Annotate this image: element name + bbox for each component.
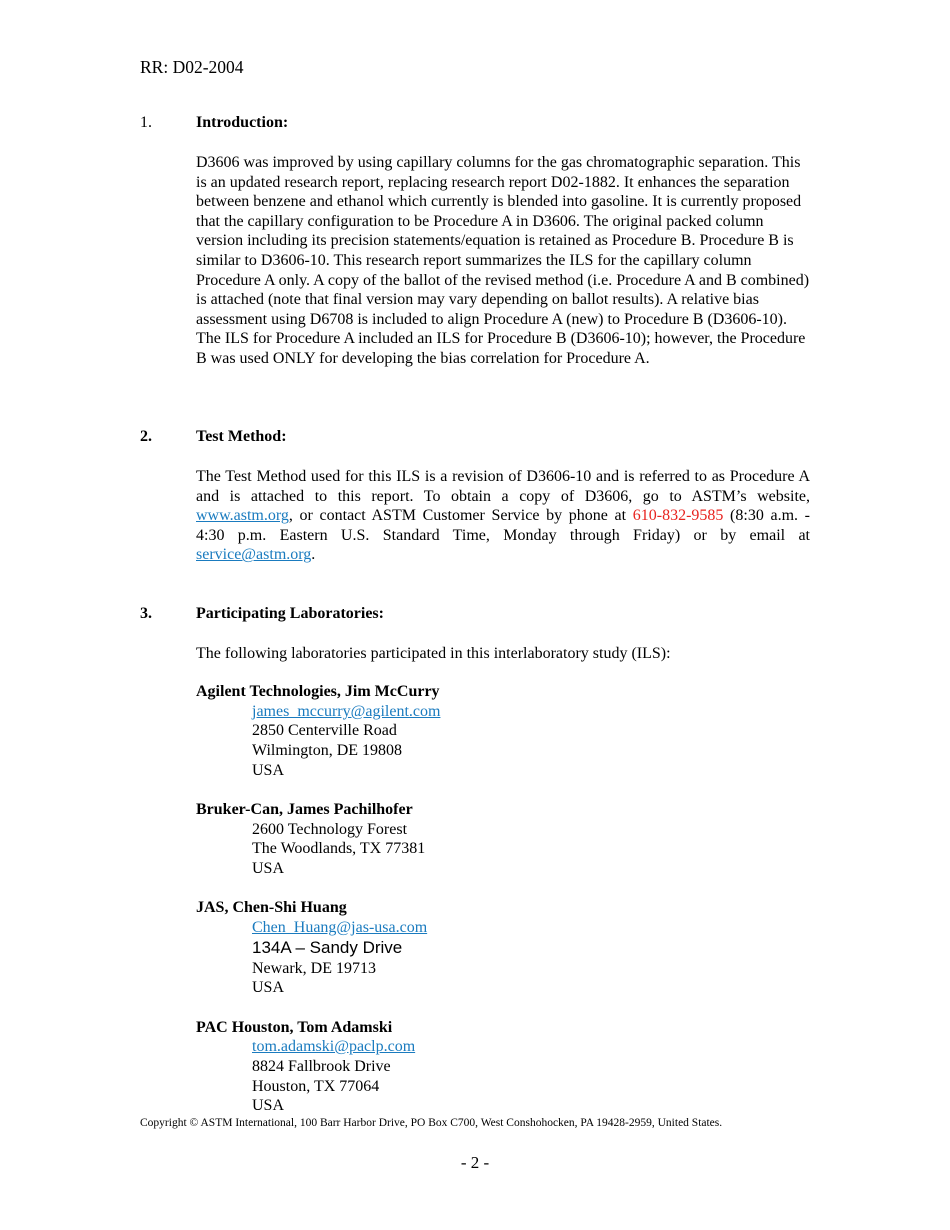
section-1-number: 1. <box>140 114 152 131</box>
lab-agilent-email-link[interactable]: james_mccurry@agilent.com <box>252 703 441 720</box>
section-2-number: 2. <box>140 428 152 445</box>
lab-jas-address-line: 134A – Sandy Drive <box>252 938 403 957</box>
lab-agilent-address-line: USA <box>252 762 285 779</box>
copyright-footer: Copyright © ASTM International, 100 Barr Harbor Drive, PO Box C700, West Conshohocken, PA 19428-2959, United States. <box>140 1117 723 1129</box>
page-number: - 2 - <box>460 1153 490 1172</box>
section-1-title: Introduction: <box>196 114 289 131</box>
lab-agilent-address-line: 2850 Centerville Road <box>252 722 397 739</box>
lab-pac-address-line: USA <box>252 1097 285 1114</box>
section-2-title: Test Method: <box>196 428 287 445</box>
section-3-title: Participating Laboratories: <box>196 605 384 622</box>
report-id-header: RR: D02-2004 <box>140 57 244 77</box>
lab-jas-email-link[interactable]: Chen_Huang@jas-usa.com <box>252 919 428 936</box>
test-method-paragraph <box>196 467 810 565</box>
customer-service-phone: 610-832-9585 <box>632 507 724 525</box>
lab-pac-address-line: Houston, TX 77064 <box>252 1078 380 1095</box>
lab-pac-email-link[interactable]: tom.adamski@paclp.com <box>252 1038 416 1055</box>
test-method-text-2: , or contact ASTM Customer Service by phone at <box>288 507 633 525</box>
participating-labs-intro: The following laboratories participated in this interlaboratory study (ILS): <box>196 645 671 662</box>
test-method-text-1: The Test Method used for this ILS is a revision of D3606-10 and is referred to as Procedure A and is attached to this report. To obtain a copy of D3606, go to ASTM’s website, <box>196 468 810 505</box>
lab-bruker-address-line: USA <box>252 860 285 877</box>
lab-bruker-address-line: The Woodlands, TX 77381 <box>252 840 426 857</box>
lab-jas-address-line: Newark, DE 19713 <box>252 960 376 977</box>
test-method-text-4: . <box>311 546 316 564</box>
service-email-link[interactable]: service@astm.org <box>196 546 312 564</box>
lab-jas-address-line: USA <box>252 979 285 996</box>
lab-bruker-name: Bruker-Can, James Pachilhofer <box>196 801 413 818</box>
test-method-text-3: (8:30 a.m. - 4:30 p.m. Eastern U.S. Standard Time, Monday through Friday) or by email at <box>196 507 811 544</box>
lab-jas-name: JAS, Chen-Shi Huang <box>196 899 347 916</box>
lab-bruker-address-line: 2600 Technology Forest <box>252 821 408 838</box>
lab-pac-address-line: 8824 Fallbrook Drive <box>252 1058 391 1075</box>
section-3-number: 3. <box>140 605 152 622</box>
lab-pac-name: PAC Houston, Tom Adamski <box>196 1019 393 1036</box>
lab-agilent-name: Agilent Technologies, Jim McCurry <box>196 683 440 700</box>
introduction-paragraph: D3606 was improved by using capillary columns for the gas chromatographic separation. This is an updated research report, replacing research report D02-1882. It enhances the separation between benzene and ethanol which currently is blended into gasoline. It is currently proposed that the capillary configuration to be Procedure A in D3606. The original packed column version including its precision statements/equation is retained as Procedure B. Procedure B is similar to D3606-10. This research report summarizes the ILS for the capillary column Procedure A only. A copy of the ballot of the revised method (i.e. Procedure A and B combined) is attached (note that final version may vary depending on ballot results). A relative bias assessment using D6708 is included to align Procedure A (new) to Procedure B (D3606-10). The ILS for Procedure A included an ILS for Procedure B (D3606-10); however, the Procedure B was used ONLY for developing the bias correlation for Procedure A. <box>196 154 810 367</box>
astm-website-link[interactable]: www.astm.org <box>196 507 289 525</box>
lab-agilent-address-line: Wilmington, DE 19808 <box>252 742 403 759</box>
